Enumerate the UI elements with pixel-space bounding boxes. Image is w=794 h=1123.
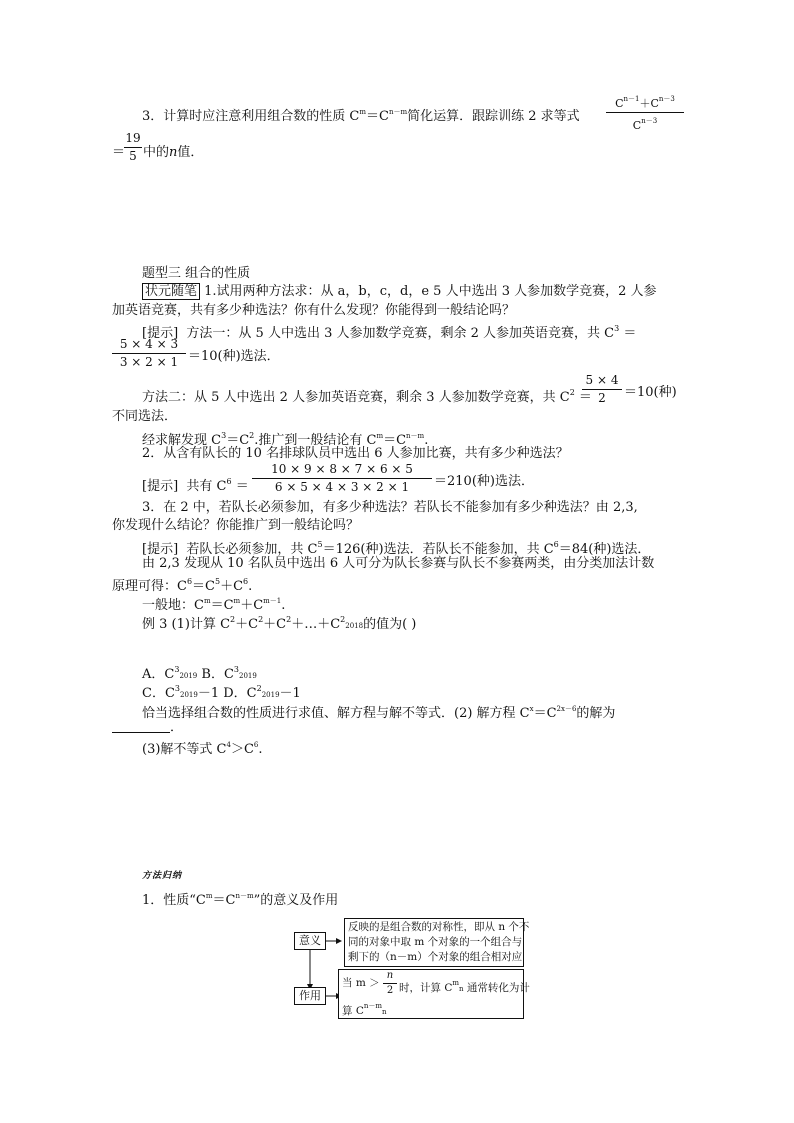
summary-tag: 方法归纳 [142,871,183,881]
item3-line: 3．计算时应注意利用组合数的性质 $C^m=C^{n-m}$简化运算．跟踪训练 2 求等式 [142,108,580,124]
tail-line-2: ． [112,719,183,736]
method2-fraction: 5 × 4 2 [582,373,622,406]
method2-line: 方法二：从 5 人中选出 2 人参加英语竞赛，剩余 3 人参加数学竞赛，共 $C^2$ ＝ [142,388,592,405]
q3-hint: [提示] 若队长必须参加，共 $C^5=126$(种)选法．若队长不能参加，共 $C^6=84$(种)选法． [142,540,651,557]
eq-prefix: ＝ [112,145,126,160]
eq-suffix: 中的n值． [143,145,204,160]
tail-line-1: 恰当选择组合数的性质进行求值、解方程与解不等式．(2) 解方程 $C^x=C^{2x-6}$的解为 [142,705,616,721]
q2-result: ＝210(种)选法． [434,474,534,489]
q2-hint: [提示] 共有 $C^6$ ＝ [142,477,249,494]
q3-line-d: 原理可得：$C^6=C^5+C^6$. [112,577,253,594]
method2-tail: 不同选法． [112,409,178,424]
q3-line-b: 你发现什么结论？你能推广到一般结论吗？ [112,518,360,533]
q3-line-a: 3．在 2 中，若队长必须参加，有多少种选法？若队长不能参加有多少种选法？由 2,3, [142,500,638,515]
method1-line: [提示] 方法一：从 5 人中选出 3 人参加数学竞赛，剩余 2 人参加英语竞赛，共 $C^3$ ＝ [142,324,637,341]
finding-line: 经求解发现 $C^3=C^2$.推广到一般结论有 $C^m=C^{n-m}$. [142,431,429,448]
summary-title: 1．性质“$C^m=C^{n-m}$”的意义及作用 [142,892,339,908]
method1-fraction: 5 × 4 × 3 3 × 2 × 1 [112,337,186,370]
property-diagram [290,918,530,1020]
q2-fraction: 10 × 9 × 8 × 7 × 6 × 5 6 × 5 × 4 × 3 × 2 × 1 [252,462,432,495]
item3-fraction: $C^{n-1}+C^{n-3}$ $C^{n-3}$ [606,92,684,133]
label-meaning: 意义 [294,932,326,950]
options-ab: A．$C^32019$ B．$C^32019$ [142,665,257,682]
eq-fraction: 19 5 [125,131,141,163]
general-line: 一般地：$C^m=C^m+C^{m-1}$. [142,597,286,613]
badge-zhuangyuan: 状元随笔 [142,283,200,300]
q1-line-a: 状元随笔 1.试用两种方法求：从 a，b，c，d，e 5 人中选出 3 人参加数学竞赛，2 人参 [142,284,657,300]
use-fraction: n 2 [383,970,397,997]
use-box: 当 m ＞ n 2 时，计算 $C^mn$ 通常转化为计 算 $C^{n-m}n$ [338,969,524,1019]
section-heading: 题型三 组合的性质 [142,266,251,281]
options-cd: C．$C^32019-1$ D．$C^22019-1$ [142,684,301,701]
meaning-box: 反映的是组合数的对称性，即从 n 个不 同的对象中取 m 个对象的一个组合与 剩下的（n－m）个对象的组合相对应 [344,918,524,967]
label-use: 作用 [294,987,326,1005]
q1-line-b: 加英语竞赛，共有多少种选法？你有什么发现？你能得到一般结论吗？ [112,303,516,318]
method1-result: ＝10(种)选法． [188,349,280,364]
q2-line: 2．从含有队长的 10 名排球队员中选出 6 人参加比赛，共有多少种选法？ [142,446,569,461]
tail-line-3: (3)解不等式 $C^4>C^6$. [142,741,263,757]
method2-result: ＝10(种) [624,385,677,400]
example3-line: 例 3 (1)计算 $C^2+C^2+C^2+\dots+C^22018$的值为( ) [142,615,417,632]
answer-blank [112,719,170,733]
q3-line-c: 由 2,3 发现从 10 名队员中选出 6 人可分为队长参赛与队长不参赛两类，由分类加法计数 [142,556,655,571]
